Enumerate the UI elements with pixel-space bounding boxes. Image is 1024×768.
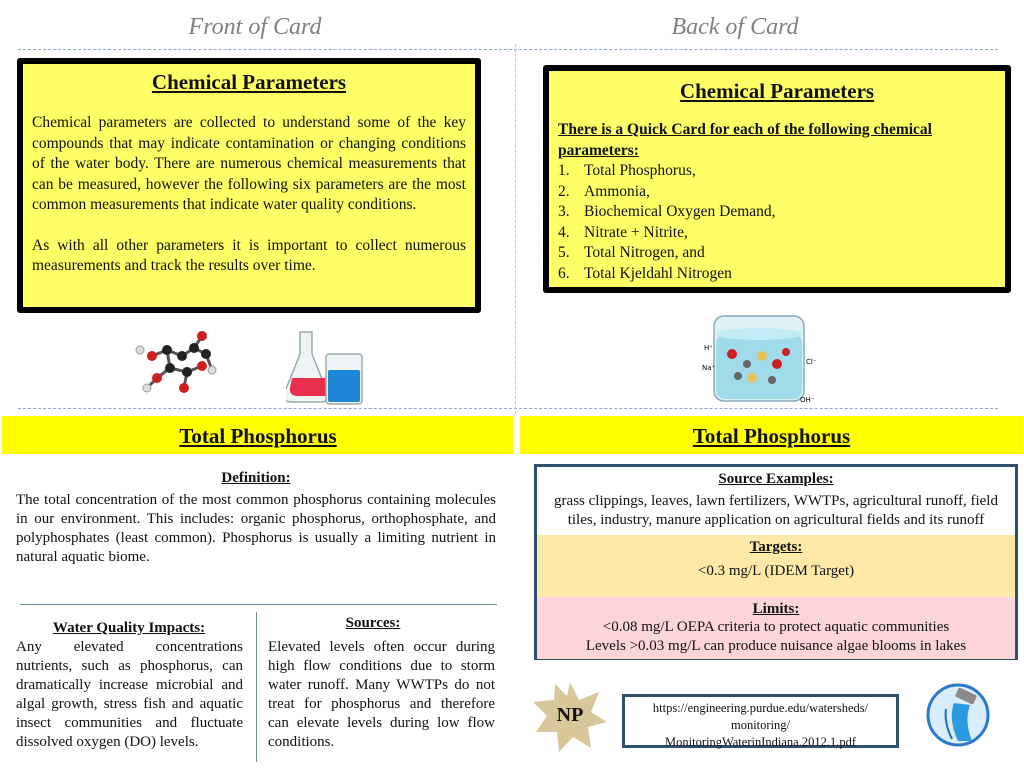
top-dashed-divider <box>18 49 998 50</box>
list-item: 1. Total Phosphorus, <box>558 162 696 179</box>
back-card-intro: There is a Quick Card for each of the following chemical parameters: <box>558 121 932 159</box>
sources-title: Sources: <box>345 615 401 631</box>
limits-line1: <0.08 mg/L OEPA criteria to protect aquatic communities <box>602 619 950 635</box>
url-line-2: monitoring/ <box>730 718 791 732</box>
molecule-icon <box>132 328 222 398</box>
cl-ion-label: Cl⁻ <box>806 358 817 366</box>
oh-ion-label: OH⁻ <box>800 396 815 404</box>
back-card-title: Chemical Parameters <box>679 79 875 103</box>
sources-text: Elevated levels often occur during high flow conditions due to storm water runoff. Many WWTPs do not treat for phosphorus and therefore can elevate levels during low flow conditions. <box>268 639 495 750</box>
front-card-title: Chemical Parameters <box>151 70 347 94</box>
targets-section <box>537 535 1015 597</box>
facts-panel <box>534 464 1018 660</box>
source-examples-text: grass clippings, leaves, lawn fertilizers, WWTPs, agricultural runoff, field tiles, industry, manure application on agricultural fields and its runoff <box>554 493 998 528</box>
ion-beaker-icon <box>702 312 822 407</box>
list-item: 3. Biochemical Oxygen Demand, <box>558 203 776 220</box>
na-ion-label: Na⁺ <box>702 364 716 372</box>
h-ion-label: H⁺ <box>704 344 713 352</box>
front-heading: Front of Card <box>188 14 322 40</box>
total-phosphorus-band-right: Total Phosphorus <box>520 416 1023 454</box>
definition-title: Definition: <box>221 470 291 486</box>
definition-divider <box>20 604 497 605</box>
back-heading: Back of Card <box>671 14 799 40</box>
url-line-1: https://engineering.purdue.edu/watersheds/ <box>652 701 869 715</box>
limits-title: Limits: <box>752 601 800 617</box>
front-card <box>17 58 481 313</box>
source-examples-title: Source Examples: <box>718 471 834 487</box>
flask-beaker-icon <box>286 328 368 408</box>
limits-line2: Levels >0.03 mg/L can produce nuisance algae blooms in lakes <box>585 638 967 654</box>
list-item: 6. Total Kjeldahl Nitrogen <box>558 264 732 282</box>
front-card-para1: Chemical parameters are collected to understand some of the key compounds that may indicate contamination or changing conditions of the water body. There are numerous chemical measurements that can be measured, however the following six parameters are the most common measurements that indicate water quality conditions. <box>32 114 466 213</box>
targets-text: <0.3 mg/L (IDEM Target) <box>697 563 855 579</box>
source-examples-section <box>537 467 1015 535</box>
front-card-para2: As with all other parameters it is important to collect numerous measurements and track the results over time. <box>32 236 466 274</box>
star-badge-icon <box>533 682 607 752</box>
water-pipe-icon <box>926 683 990 747</box>
definition-text: The total concentration of the most common phosphorus containing molecules in our environment. This includes: organic phosphorus, orthophosphate, and polyphosphates (least common). Phosphorus is usually a limiting nutrient in natural aquatic biome. <box>16 492 496 565</box>
list-item: 2. Ammonia, <box>558 182 650 200</box>
back-card <box>543 65 1011 293</box>
url-line-3: MonitoringWaterinIndiana.2012.1.pdf <box>665 735 856 749</box>
impacts-sources-divider <box>256 612 257 762</box>
impacts-text: Any elevated concentrations nutrients, such as phosphorus, can dramatically increase microbial and algal growth, stress fish and aquatic insect communities and fluctuate dissolved oxygen (DO) levels. <box>16 639 243 750</box>
limits-section <box>537 597 1015 659</box>
impacts-title: Water Quality Impacts: <box>52 620 206 636</box>
np-badge-label: NP <box>556 704 584 726</box>
parameter-list <box>558 161 996 284</box>
source-url-box[interactable] <box>622 694 899 748</box>
list-item: 5. Total Nitrogen, and <box>558 244 705 261</box>
vertical-dashed-divider <box>515 44 516 414</box>
list-item: 4. Nitrate + Nitrite, <box>558 223 688 241</box>
total-phosphorus-band-left: Total Phosphorus <box>2 416 514 454</box>
targets-title: Targets: <box>749 539 803 555</box>
middle-dashed-divider <box>18 408 998 409</box>
